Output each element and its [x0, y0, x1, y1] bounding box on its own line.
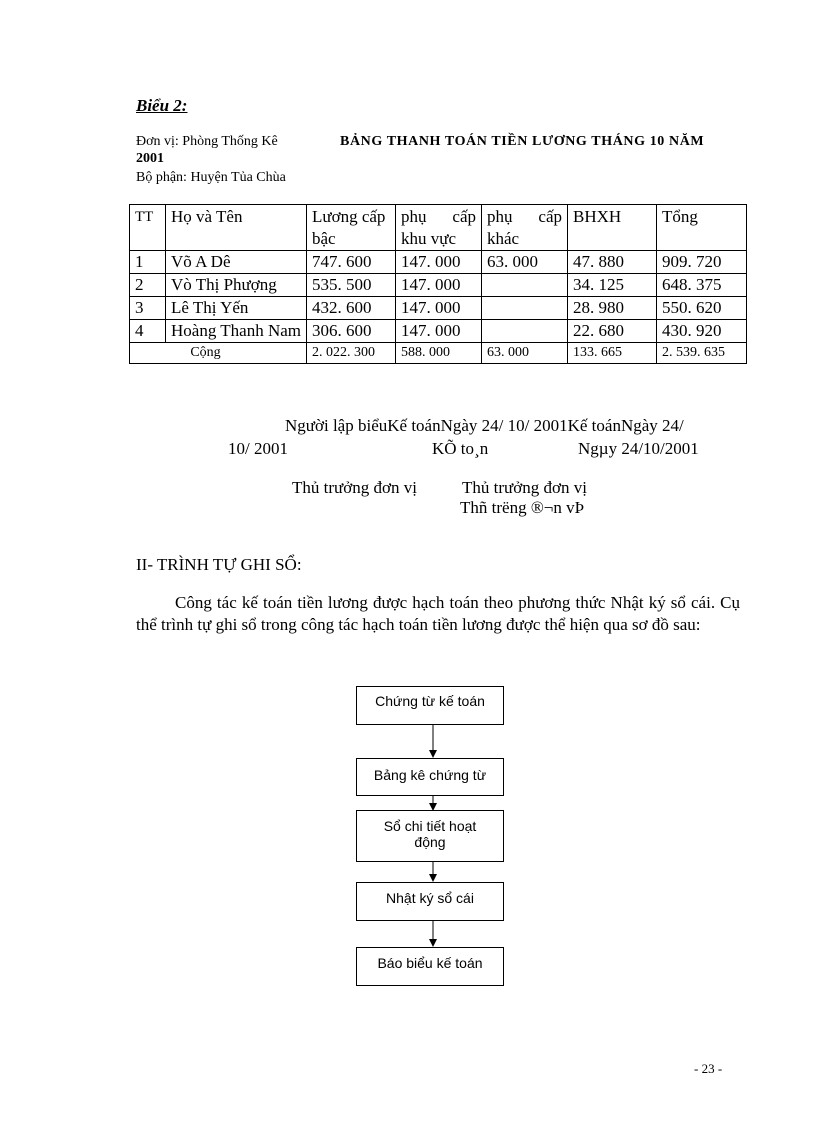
cell-tt: 1 — [130, 251, 166, 274]
cell-name: Vò Thị Phượng — [166, 274, 307, 297]
signature-date: 10/ 2001 — [228, 439, 288, 458]
flow-step-journal: Nhật ký sổ cái — [356, 882, 504, 921]
cell-salary: 306. 600 — [307, 320, 396, 343]
cell-salary: 535. 500 — [307, 274, 396, 297]
cell-region-allowance: 147. 000 — [396, 274, 482, 297]
table-row — [130, 320, 747, 343]
flow-step-documents: Chứng từ kế toán — [356, 686, 504, 725]
cell-other-allowance — [482, 274, 568, 297]
cell-tt: 4 — [130, 320, 166, 343]
col-header-bhxh: BHXH — [568, 205, 657, 251]
cell-bhxh: 22. 680 — [568, 320, 657, 343]
table-row — [130, 297, 747, 320]
total-region-allowance: 588. 000 — [396, 343, 482, 364]
cell-total: 648. 375 — [657, 274, 747, 297]
flow-step-listing: Bảng kê chứng từ — [356, 758, 504, 796]
cell-bhxh: 47. 880 — [568, 251, 657, 274]
cell-name: Hoàng Thanh Nam — [166, 320, 307, 343]
payroll-table — [129, 204, 747, 364]
cell-other-allowance: 63. 000 — [482, 251, 568, 274]
cell-region-allowance: 147. 000 — [396, 297, 482, 320]
signature-date-garbled: Ngµy 24/10/2001 — [578, 439, 699, 458]
table-title: BẢNG THANH TOÁN TIỀN LƯƠNG THÁNG 10 NĂM — [340, 134, 705, 149]
section-heading: II- TRÌNH TỰ GHI SỔ: — [136, 555, 302, 574]
col-header-salary: Lương cấp bậc — [307, 205, 396, 251]
table-header-row — [130, 205, 747, 251]
cell-total: 550. 620 — [657, 297, 747, 320]
signature-head-garbled: Thñ trëng ®¬n vÞ — [460, 498, 585, 517]
page-number: - 23 - — [694, 1061, 723, 1076]
cell-salary: 747. 600 — [307, 251, 396, 274]
table-row — [130, 274, 747, 297]
cell-salary: 432. 600 — [307, 297, 396, 320]
cell-other-allowance — [482, 320, 568, 343]
cell-total: 909. 720 — [657, 251, 747, 274]
col-header-tt: TT — [130, 205, 166, 251]
cell-tt: 3 — [130, 297, 166, 320]
cell-tt: 2 — [130, 274, 166, 297]
department-label: Bộ phận: Huyện Tủa Chùa — [136, 170, 286, 185]
signature-accountant-garbled: KÕ to¸n — [432, 439, 489, 458]
total-bhxh: 133. 665 — [568, 343, 657, 364]
body-paragraph: Công tác kế toán tiền lương được hạch toán theo phương thức Nhật ký sổ cái. Cụ thể trình tự ghi sổ trong công tác hạch toán tiền lương được thể hiện qua sơ đồ sau: — [136, 593, 740, 634]
cell-region-allowance: 147. 000 — [396, 320, 482, 343]
cell-total: 430. 920 — [657, 320, 747, 343]
cell-region-allowance: 147. 000 — [396, 251, 482, 274]
cell-name: Lê Thị Yến — [166, 297, 307, 320]
flow-step-detail-ledger: Sổ chi tiết hoạt động — [356, 810, 504, 862]
col-header-name: Họ và Tên — [166, 205, 307, 251]
total-sum: 2. 539. 635 — [657, 343, 747, 364]
signature-line-1: Người lập biểuKế toánNgày 24/ 10/ 2001Kế toánNgày 24/ — [285, 416, 684, 435]
title-year: 2001 — [136, 151, 164, 166]
cell-bhxh: 34. 125 — [568, 274, 657, 297]
total-label: Cộng — [130, 343, 307, 364]
total-row — [130, 343, 747, 364]
signature-head-1: Thủ trưởng đơn vị — [292, 478, 417, 497]
unit-label: Đơn vị: Phòng Thống Kê — [136, 134, 278, 149]
section-label: Biểu 2: — [136, 96, 188, 115]
table-row — [130, 251, 747, 274]
col-header-region-allowance: phụ cấp khu vực — [396, 205, 482, 251]
flow-step-reports: Báo biểu kế toán — [356, 947, 504, 986]
cell-other-allowance — [482, 297, 568, 320]
cell-bhxh: 28. 980 — [568, 297, 657, 320]
total-salary: 2. 022. 300 — [307, 343, 396, 364]
total-other-allowance: 63. 000 — [482, 343, 568, 364]
col-header-other-allowance: phụ cấp khác — [482, 205, 568, 251]
col-header-total: Tổng — [657, 205, 747, 251]
signature-head-2: Thủ trưởng đơn vị — [462, 478, 587, 497]
cell-name: Võ A Dê — [166, 251, 307, 274]
